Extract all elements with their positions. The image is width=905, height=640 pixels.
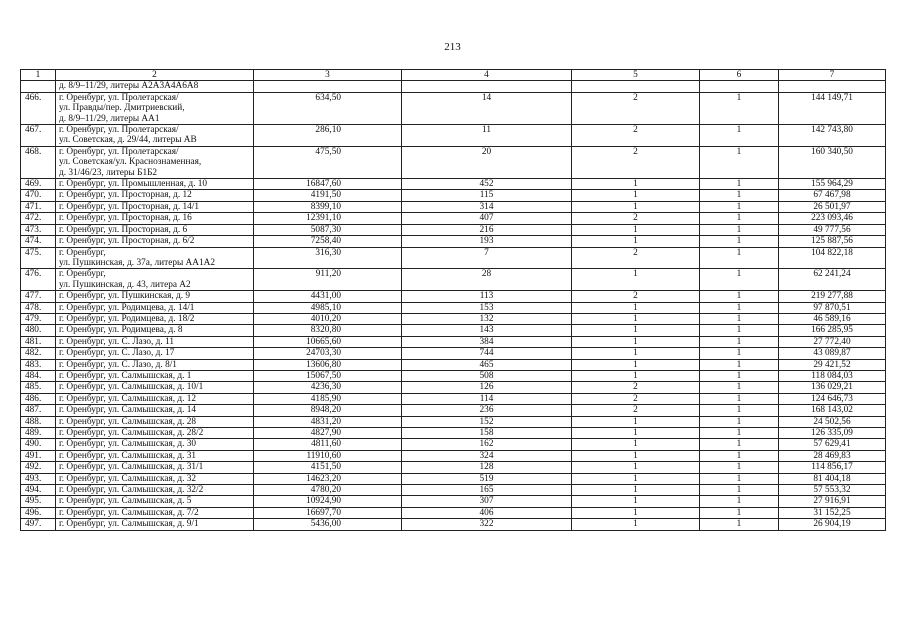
table-row <box>21 179 886 190</box>
row-col6: 1 <box>700 125 779 147</box>
row-address: г. Оренбург, ул. Родимцева, д. 8 <box>56 325 254 336</box>
row-col5: 2 <box>572 247 700 269</box>
row-apartments: 307 <box>402 496 572 507</box>
table-row <box>21 213 886 224</box>
row-address: г. Оренбург, ул. Салмышская, д. 1 <box>56 370 254 381</box>
row-col5: 2 <box>572 291 700 302</box>
row-sum: 81 404,18 <box>779 473 886 484</box>
row-area: 16847,60 <box>254 179 402 190</box>
row-col5: 1 <box>572 416 700 427</box>
row-address: г. Оренбург, ул. Пролетарская/ ул. Советская, д. 29/44, литеры АВ <box>56 125 254 147</box>
row-address: г. Оренбург, ул. Пролетарская/ ул. Правды/пер. Дмитриевский, д. 8/9–11/29, литеры АА1 <box>56 92 254 124</box>
row-col5: 1 <box>572 462 700 473</box>
row-number: 481. <box>21 336 56 347</box>
row-col6: 1 <box>700 213 779 224</box>
row-address: г. Оренбург, ул. Пушкинская, д. 43, литера А2 <box>56 269 254 291</box>
row-area: 15067,50 <box>254 370 402 381</box>
column-header: 5 <box>572 70 700 81</box>
row-sum: 114 856,17 <box>779 462 886 473</box>
row-apartments <box>402 81 572 92</box>
column-header: 4 <box>402 70 572 81</box>
row-area: 4831,20 <box>254 416 402 427</box>
row-col5: 1 <box>572 269 700 291</box>
row-apartments: 132 <box>402 313 572 324</box>
row-sum: 31 152,25 <box>779 507 886 518</box>
table-row <box>21 496 886 507</box>
row-col5: 2 <box>572 146 700 178</box>
row-col6: 1 <box>700 405 779 416</box>
row-number: 466. <box>21 92 56 124</box>
row-col6: 1 <box>700 190 779 201</box>
table-row <box>21 247 886 269</box>
row-address: г. Оренбург, ул. Салмышская, д. 28 <box>56 416 254 427</box>
row-col5: 1 <box>572 201 700 212</box>
row-area: 911,20 <box>254 269 402 291</box>
registry-table <box>20 69 886 531</box>
row-apartments: 216 <box>402 224 572 235</box>
table-row <box>21 507 886 518</box>
row-area: 286,10 <box>254 125 402 147</box>
table-row <box>21 92 886 124</box>
row-col6: 1 <box>700 92 779 124</box>
table-row <box>21 439 886 450</box>
row-col6: 1 <box>700 450 779 461</box>
column-header: 7 <box>779 70 886 81</box>
row-area: 12391,10 <box>254 213 402 224</box>
row-col5: 2 <box>572 125 700 147</box>
row-number: 469. <box>21 179 56 190</box>
row-col5: 1 <box>572 450 700 461</box>
row-col6: 1 <box>700 348 779 359</box>
row-address: г. Оренбург, ул. С. Лазо, д. 11 <box>56 336 254 347</box>
row-col6: 1 <box>700 302 779 313</box>
row-address: г. Оренбург, ул. Пушкинская, д. 9 <box>56 291 254 302</box>
row-number: 488. <box>21 416 56 427</box>
row-address: г. Оренбург, ул. Родимцева, д. 14/1 <box>56 302 254 313</box>
table-body <box>21 81 886 530</box>
row-address: г. Оренбург, ул. Салмышская, д. 28/2 <box>56 428 254 439</box>
row-sum: 27 772,40 <box>779 336 886 347</box>
table-row <box>21 450 886 461</box>
row-col6 <box>700 81 779 92</box>
row-number: 485. <box>21 382 56 393</box>
row-address: г. Оренбург, ул. Пролетарская/ ул. Советская/ул. Краснознаменная, д. 31/46/23, литеры Б1Б2 <box>56 146 254 178</box>
row-sum: 57 553,32 <box>779 485 886 496</box>
row-col6: 1 <box>700 269 779 291</box>
row-number: 491. <box>21 450 56 461</box>
row-number: 468. <box>21 146 56 178</box>
column-header: 6 <box>700 70 779 81</box>
table-row <box>21 269 886 291</box>
row-apartments: 7 <box>402 247 572 269</box>
row-number <box>21 81 56 92</box>
row-col5: 1 <box>572 313 700 324</box>
row-sum: 29 421,52 <box>779 359 886 370</box>
row-address: г. Оренбург, ул. Салмышская, д. 10/1 <box>56 382 254 393</box>
row-col6: 1 <box>700 393 779 404</box>
row-col6: 1 <box>700 370 779 381</box>
row-col6: 1 <box>700 291 779 302</box>
row-address: г. Оренбург, ул. Салмышская, д. 32/2 <box>56 485 254 496</box>
row-sum: 136 029,21 <box>779 382 886 393</box>
row-apartments: 115 <box>402 190 572 201</box>
row-sum: 125 887,56 <box>779 236 886 247</box>
row-apartments: 113 <box>402 291 572 302</box>
row-apartments: 236 <box>402 405 572 416</box>
row-col6: 1 <box>700 247 779 269</box>
row-col6: 1 <box>700 146 779 178</box>
row-address: д. 8/9–11/29, литеры А2А3А4А6А8 <box>56 81 254 92</box>
column-header-row <box>21 70 886 81</box>
table-row <box>21 416 886 427</box>
row-address: г. Оренбург, ул. Просторная, д. 12 <box>56 190 254 201</box>
row-sum: 67 467,98 <box>779 190 886 201</box>
row-number: 490. <box>21 439 56 450</box>
row-area: 4010,20 <box>254 313 402 324</box>
row-col5: 1 <box>572 336 700 347</box>
row-col6: 1 <box>700 428 779 439</box>
row-number: 494. <box>21 485 56 496</box>
row-col6: 1 <box>700 179 779 190</box>
row-col6: 1 <box>700 496 779 507</box>
row-sum: 24 502,56 <box>779 416 886 427</box>
table-row <box>21 336 886 347</box>
row-apartments: 519 <box>402 473 572 484</box>
row-col6: 1 <box>700 325 779 336</box>
row-sum: 223 093,46 <box>779 213 886 224</box>
row-col6: 1 <box>700 462 779 473</box>
row-sum: 28 469,83 <box>779 450 886 461</box>
row-col5: 1 <box>572 507 700 518</box>
row-sum: 62 241,24 <box>779 269 886 291</box>
row-area: 8399,10 <box>254 201 402 212</box>
row-col6: 1 <box>700 224 779 235</box>
row-col5: 1 <box>572 325 700 336</box>
row-address: г. Оренбург, ул. Родимцева, д. 18/2 <box>56 313 254 324</box>
row-apartments: 324 <box>402 450 572 461</box>
row-number: 492. <box>21 462 56 473</box>
row-apartments: 128 <box>402 462 572 473</box>
row-col5: 2 <box>572 92 700 124</box>
row-col6: 1 <box>700 473 779 484</box>
row-address: г. Оренбург, ул. С. Лазо, д. 8/1 <box>56 359 254 370</box>
row-area: 14623,20 <box>254 473 402 484</box>
row-sum: 97 870,51 <box>779 302 886 313</box>
column-header: 2 <box>56 70 254 81</box>
row-area: 7258,40 <box>254 236 402 247</box>
row-sum: 118 084,03 <box>779 370 886 381</box>
row-apartments: 143 <box>402 325 572 336</box>
row-col6: 1 <box>700 236 779 247</box>
row-area: 10665,60 <box>254 336 402 347</box>
row-area: 24703,30 <box>254 348 402 359</box>
table-row <box>21 224 886 235</box>
row-number: 475. <box>21 247 56 269</box>
row-apartments: 126 <box>402 382 572 393</box>
row-address: г. Оренбург, ул. Салмышская, д. 30 <box>56 439 254 450</box>
row-col5: 1 <box>572 428 700 439</box>
row-number: 474. <box>21 236 56 247</box>
row-apartments: 153 <box>402 302 572 313</box>
row-area: 634,50 <box>254 92 402 124</box>
row-number: 495. <box>21 496 56 507</box>
row-apartments: 744 <box>402 348 572 359</box>
row-address: г. Оренбург, ул. Просторная, д. 14/1 <box>56 201 254 212</box>
row-number: 486. <box>21 393 56 404</box>
row-col5: 1 <box>572 370 700 381</box>
row-apartments: 152 <box>402 416 572 427</box>
row-number: 467. <box>21 125 56 147</box>
row-col6: 1 <box>700 336 779 347</box>
row-number: 493. <box>21 473 56 484</box>
table-row <box>21 462 886 473</box>
row-apartments: 11 <box>402 125 572 147</box>
row-area: 8948,20 <box>254 405 402 416</box>
table-row <box>21 370 886 381</box>
row-sum: 155 964,29 <box>779 179 886 190</box>
row-sum: 49 777,56 <box>779 224 886 235</box>
row-apartments: 114 <box>402 393 572 404</box>
row-address: г. Оренбург, ул. Пушкинская, д. 37а, литеры АА1А2 <box>56 247 254 269</box>
row-address: г. Оренбург, ул. Просторная, д. 6/2 <box>56 236 254 247</box>
row-col5: 1 <box>572 179 700 190</box>
row-apartments: 162 <box>402 439 572 450</box>
row-number: 473. <box>21 224 56 235</box>
continued-row <box>21 81 886 92</box>
table-row <box>21 519 886 530</box>
row-area: 4236,30 <box>254 382 402 393</box>
row-address: г. Оренбург, ул. Салмышская, д. 7/2 <box>56 507 254 518</box>
row-area: 5087,30 <box>254 224 402 235</box>
row-col5 <box>572 81 700 92</box>
row-sum: 27 916,91 <box>779 496 886 507</box>
row-sum: 168 143,02 <box>779 405 886 416</box>
row-col6: 1 <box>700 359 779 370</box>
row-address: г. Оренбург, ул. Салмышская, д. 31 <box>56 450 254 461</box>
row-col5: 2 <box>572 213 700 224</box>
row-number: 472. <box>21 213 56 224</box>
table-row <box>21 302 886 313</box>
row-area: 4780,20 <box>254 485 402 496</box>
row-area: 5436,00 <box>254 519 402 530</box>
row-col5: 1 <box>572 473 700 484</box>
row-number: 483. <box>21 359 56 370</box>
row-area: 13606,80 <box>254 359 402 370</box>
row-address: г. Оренбург, ул. Салмышская, д. 14 <box>56 405 254 416</box>
row-sum: 124 646,73 <box>779 393 886 404</box>
row-col5: 1 <box>572 302 700 313</box>
row-address: г. Оренбург, ул. Промышленная, д. 10 <box>56 179 254 190</box>
table-row <box>21 485 886 496</box>
row-apartments: 406 <box>402 507 572 518</box>
row-apartments: 28 <box>402 269 572 291</box>
table-row <box>21 146 886 178</box>
row-number: 477. <box>21 291 56 302</box>
table-row <box>21 393 886 404</box>
table-row <box>21 405 886 416</box>
row-area: 4185,90 <box>254 393 402 404</box>
row-apartments: 465 <box>402 359 572 370</box>
row-address: г. Оренбург, ул. Салмышская, д. 9/1 <box>56 519 254 530</box>
row-area: 16697,70 <box>254 507 402 518</box>
row-col5: 2 <box>572 393 700 404</box>
row-area: 4985,10 <box>254 302 402 313</box>
row-address: г. Оренбург, ул. Просторная, д. 16 <box>56 213 254 224</box>
row-number: 476. <box>21 269 56 291</box>
row-area: 8320,80 <box>254 325 402 336</box>
row-sum: 26 904,19 <box>779 519 886 530</box>
row-area: 10924,90 <box>254 496 402 507</box>
row-apartments: 407 <box>402 213 572 224</box>
page-number: 213 <box>444 41 461 53</box>
row-number: 489. <box>21 428 56 439</box>
row-address: г. Оренбург, ул. С. Лазо, д. 17 <box>56 348 254 359</box>
row-sum: 46 589,16 <box>779 313 886 324</box>
row-number: 482. <box>21 348 56 359</box>
row-sum: 219 277,88 <box>779 291 886 302</box>
row-apartments: 20 <box>402 146 572 178</box>
row-number: 470. <box>21 190 56 201</box>
row-apartments: 158 <box>402 428 572 439</box>
row-sum: 160 340,50 <box>779 146 886 178</box>
row-sum: 104 822,18 <box>779 247 886 269</box>
row-col5: 1 <box>572 359 700 370</box>
row-number: 471. <box>21 201 56 212</box>
row-apartments: 322 <box>402 519 572 530</box>
row-address: г. Оренбург, ул. Салмышская, д. 32 <box>56 473 254 484</box>
row-sum: 57 629,41 <box>779 439 886 450</box>
row-area: 4191,50 <box>254 190 402 201</box>
row-col5: 1 <box>572 439 700 450</box>
row-number: 480. <box>21 325 56 336</box>
column-header: 3 <box>254 70 402 81</box>
row-area: 11910,60 <box>254 450 402 461</box>
table-row <box>21 313 886 324</box>
row-number: 487. <box>21 405 56 416</box>
row-col5: 2 <box>572 382 700 393</box>
row-col5: 1 <box>572 485 700 496</box>
row-col6: 1 <box>700 382 779 393</box>
row-address: г. Оренбург, ул. Просторная, д. 6 <box>56 224 254 235</box>
table-row <box>21 348 886 359</box>
row-number: 484. <box>21 370 56 381</box>
table-row <box>21 359 886 370</box>
table-row <box>21 201 886 212</box>
row-col6: 1 <box>700 485 779 496</box>
row-area: 4151,50 <box>254 462 402 473</box>
table-row <box>21 382 886 393</box>
row-number: 496. <box>21 507 56 518</box>
row-number: 479. <box>21 313 56 324</box>
row-apartments: 384 <box>402 336 572 347</box>
row-apartments: 14 <box>402 92 572 124</box>
column-header: 1 <box>21 70 56 81</box>
row-area: 4431,00 <box>254 291 402 302</box>
table-row <box>21 291 886 302</box>
row-sum: 26 501,97 <box>779 201 886 212</box>
row-apartments: 452 <box>402 179 572 190</box>
row-sum: 144 149,71 <box>779 92 886 124</box>
row-col6: 1 <box>700 416 779 427</box>
row-col5: 1 <box>572 496 700 507</box>
table-row <box>21 190 886 201</box>
row-col5: 1 <box>572 236 700 247</box>
row-col5: 1 <box>572 348 700 359</box>
table-row <box>21 473 886 484</box>
row-sum: 126 335,09 <box>779 428 886 439</box>
row-address: г. Оренбург, ул. Салмышская, д. 31/1 <box>56 462 254 473</box>
row-area: 4827,90 <box>254 428 402 439</box>
row-sum <box>779 81 886 92</box>
row-address: г. Оренбург, ул. Салмышская, д. 5 <box>56 496 254 507</box>
row-apartments: 193 <box>402 236 572 247</box>
row-number: 497. <box>21 519 56 530</box>
row-col5: 1 <box>572 190 700 201</box>
row-col6: 1 <box>700 507 779 518</box>
row-apartments: 165 <box>402 485 572 496</box>
row-col6: 1 <box>700 519 779 530</box>
table-row <box>21 236 886 247</box>
row-area: 316,30 <box>254 247 402 269</box>
row-apartments: 508 <box>402 370 572 381</box>
table-row <box>21 325 886 336</box>
row-number: 478. <box>21 302 56 313</box>
row-col5: 1 <box>572 519 700 530</box>
row-sum: 43 089,87 <box>779 348 886 359</box>
row-sum: 166 285,95 <box>779 325 886 336</box>
row-sum: 142 743,80 <box>779 125 886 147</box>
row-col5: 2 <box>572 405 700 416</box>
row-col6: 1 <box>700 313 779 324</box>
row-area: 4811,60 <box>254 439 402 450</box>
row-area <box>254 81 402 92</box>
row-area: 475,50 <box>254 146 402 178</box>
table-row <box>21 125 886 147</box>
table-row <box>21 428 886 439</box>
row-col5: 1 <box>572 224 700 235</box>
row-apartments: 314 <box>402 201 572 212</box>
row-col6: 1 <box>700 201 779 212</box>
row-col6: 1 <box>700 439 779 450</box>
row-address: г. Оренбург, ул. Салмышская, д. 12 <box>56 393 254 404</box>
